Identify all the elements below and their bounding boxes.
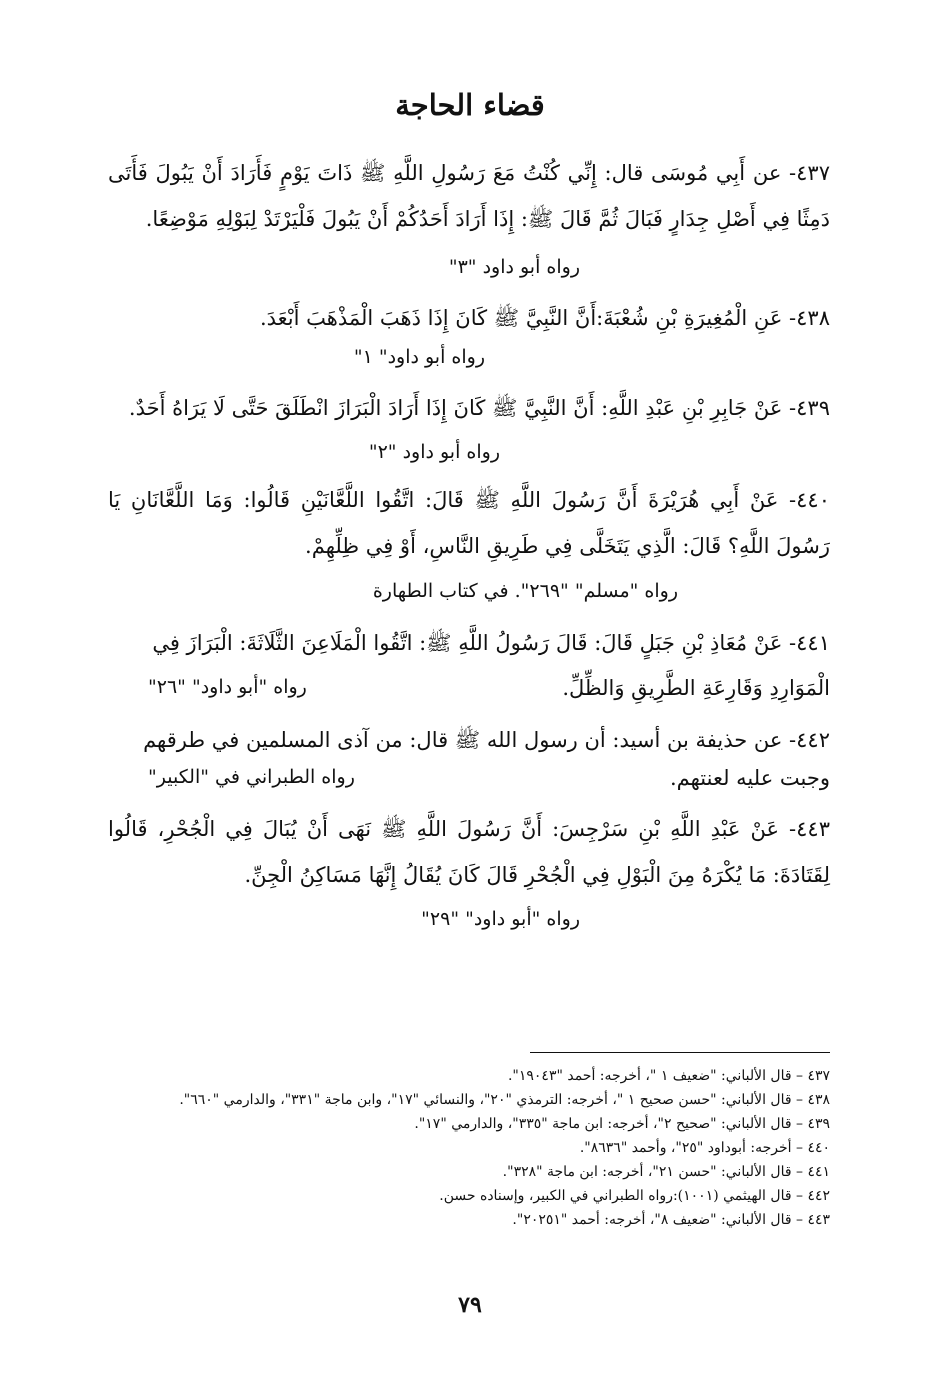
hadith-440-source: رواه "مسلم" "٢٦٩". في كتاب الطهارة: [372, 580, 678, 602]
footnote-440: ٤٤٠ – أخرجه: أبوداود "٢٥"، وأحمد "٨٦٣٦".: [579, 1140, 830, 1156]
hadith-441: ٤٤١- عَنْ مُعَاذِ بْنِ جَبَلٍ قَالَ: قَالَ رَسُولُ اللَّهِ ﷺ: اتَّقُوا الْمَلَاعِنَ الثَّلَاثَةَ: الْبَرَازَ فِي: [152, 631, 830, 655]
page-number: ٧٩: [458, 1292, 482, 1318]
hadith-438: ٤٣٨- عَنِ الْمُغِيرَةِ بْنِ شُعْبَةَ:أَنَّ النَّبِيَّ ﷺ كَانَ إِذَا ذَهَبَ الْمَذْهَبَ أَبْعَدَ.: [259, 306, 830, 330]
hadith-439-source: رواه أبو داود "٢": [368, 441, 500, 463]
hadith-442-source: رواه الطبراني في "الكبير": [148, 766, 355, 788]
hadith-442: ٤٤٢- عن حذيفة بن أسيد: أن رسول الله ﷺ قال: من آذى المسلمين في طرقهم: [143, 728, 830, 752]
footnote-441: ٤٤١ – قال الألباني: "حسن ٢١"، أخرجه: ابن ماجة "٣٢٨".: [502, 1164, 830, 1180]
hadith-441-last-line: [108, 676, 830, 700]
hadith-438-source: رواه أبو داود" ١": [353, 346, 485, 368]
footnote-divider: [530, 1052, 830, 1053]
hadith-437-source: رواه أبو داود "٣": [448, 256, 580, 278]
footnote-439: ٤٣٩ – قال الألباني: "صحيح ٢"، أخرجه: ابن ماجة "٣٣٥"، والدارمي "١٧".: [414, 1116, 830, 1132]
hadith-443: ٤٤٣- عَنْ عَبْدِ اللَّهِ بْنِ سَرْجِسَ: أَنَّ رَسُولَ اللَّهِ ﷺ نَهَى أَنْ يُبَالَ فِي الْجُحْرِ، قَالُوا لِقَتَادَةَ: مَا يُكْرَهُ مِنَ الْبَوْلِ فِي الْجُحْرِ قَالَ كَانَ يُقَالُ إِنَّهَا مَسَاكِنُ الْجِنِّ.: [108, 817, 830, 887]
footnote-437: ٤٣٧ – قال الألباني: "ضعيف ١ "، أخرجه: أحمد "١٩٠٤٣".: [507, 1068, 830, 1084]
hadith-441-source: رواه "أبو داود" "٢٦": [148, 676, 307, 698]
hadith-441-text-end: الْمَوَارِدِ وَقَارِعَةِ الطَّرِيقِ وَالظِّلِّ.: [562, 676, 830, 700]
hadith-443-source: رواه "أبو داود" "٢٩": [421, 908, 580, 930]
hadith-437: ٤٣٧- عن أَبِي مُوسَى قال: إِنِّي كُنْتُ مَعَ رَسُولِ اللَّهِ ﷺ ذَاتَ يَوْمٍ فَأَرَادَ أَنْ يَبُولَ فَأَتَى دَمِثًا فِي أَصْلِ جِدَارٍ فَبَالَ ثُمَّ قَالَ ﷺ: إِذَا أَرَادَ أَحَدُكُمْ أَنْ يَبُولَ فَلْيَرْتَدْ لِبَوْلِهِ مَوْضِعًا.: [108, 161, 830, 231]
hadith-442-last-line: [108, 766, 830, 790]
chapter-title: قضاء الحاجة: [395, 88, 545, 122]
footnote-443: ٤٤٣ – قال الألباني: "ضعيف ٨"، أخرجه: أحمد "٢٠٢٥١".: [512, 1212, 830, 1228]
footnote-442: ٤٤٢ – قال الهيثمي (١٠٠١):رواه الطبراني في الكبير، وإسناده حسن.: [439, 1188, 830, 1204]
hadith-442-text-end: وجبت عليه لعنتهم.: [669, 766, 830, 790]
footnote-438: ٤٣٨ – قال الألباني: "حسن صحيح ١ "، أخرجه: الترمذي "٢٠"، والنسائي "١٧"، وابن ماجة "٣٣١"، والدارمي "٦٦٠".: [179, 1092, 830, 1108]
hadith-440: ٤٤٠- عَنْ أَبِي هُرَيْرَةَ أَنَّ رَسُولَ اللَّهِ ﷺ قَالَ: اتَّقُوا اللَّعَّانَيْنِ قَالُوا: وَمَا اللَّعَّانَانِ يَا رَسُولَ اللَّهِ؟ قَالَ: الَّذِي يَتَخَلَّى فِي طَرِيقِ النَّاسِ، أَوْ فِي ظِلِّهِمْ.: [108, 488, 830, 558]
hadith-439: ٤٣٩- عَنْ جَابِرِ بْنِ عَبْدِ اللَّهِ: أَنَّ النَّبِيَّ ﷺ كَانَ إِذَا أَرَادَ الْبَرَازَ انْطَلَقَ حَتَّى لَا يَرَاهُ أَحَدٌ.: [128, 396, 830, 420]
footnotes: [108, 1064, 830, 1232]
